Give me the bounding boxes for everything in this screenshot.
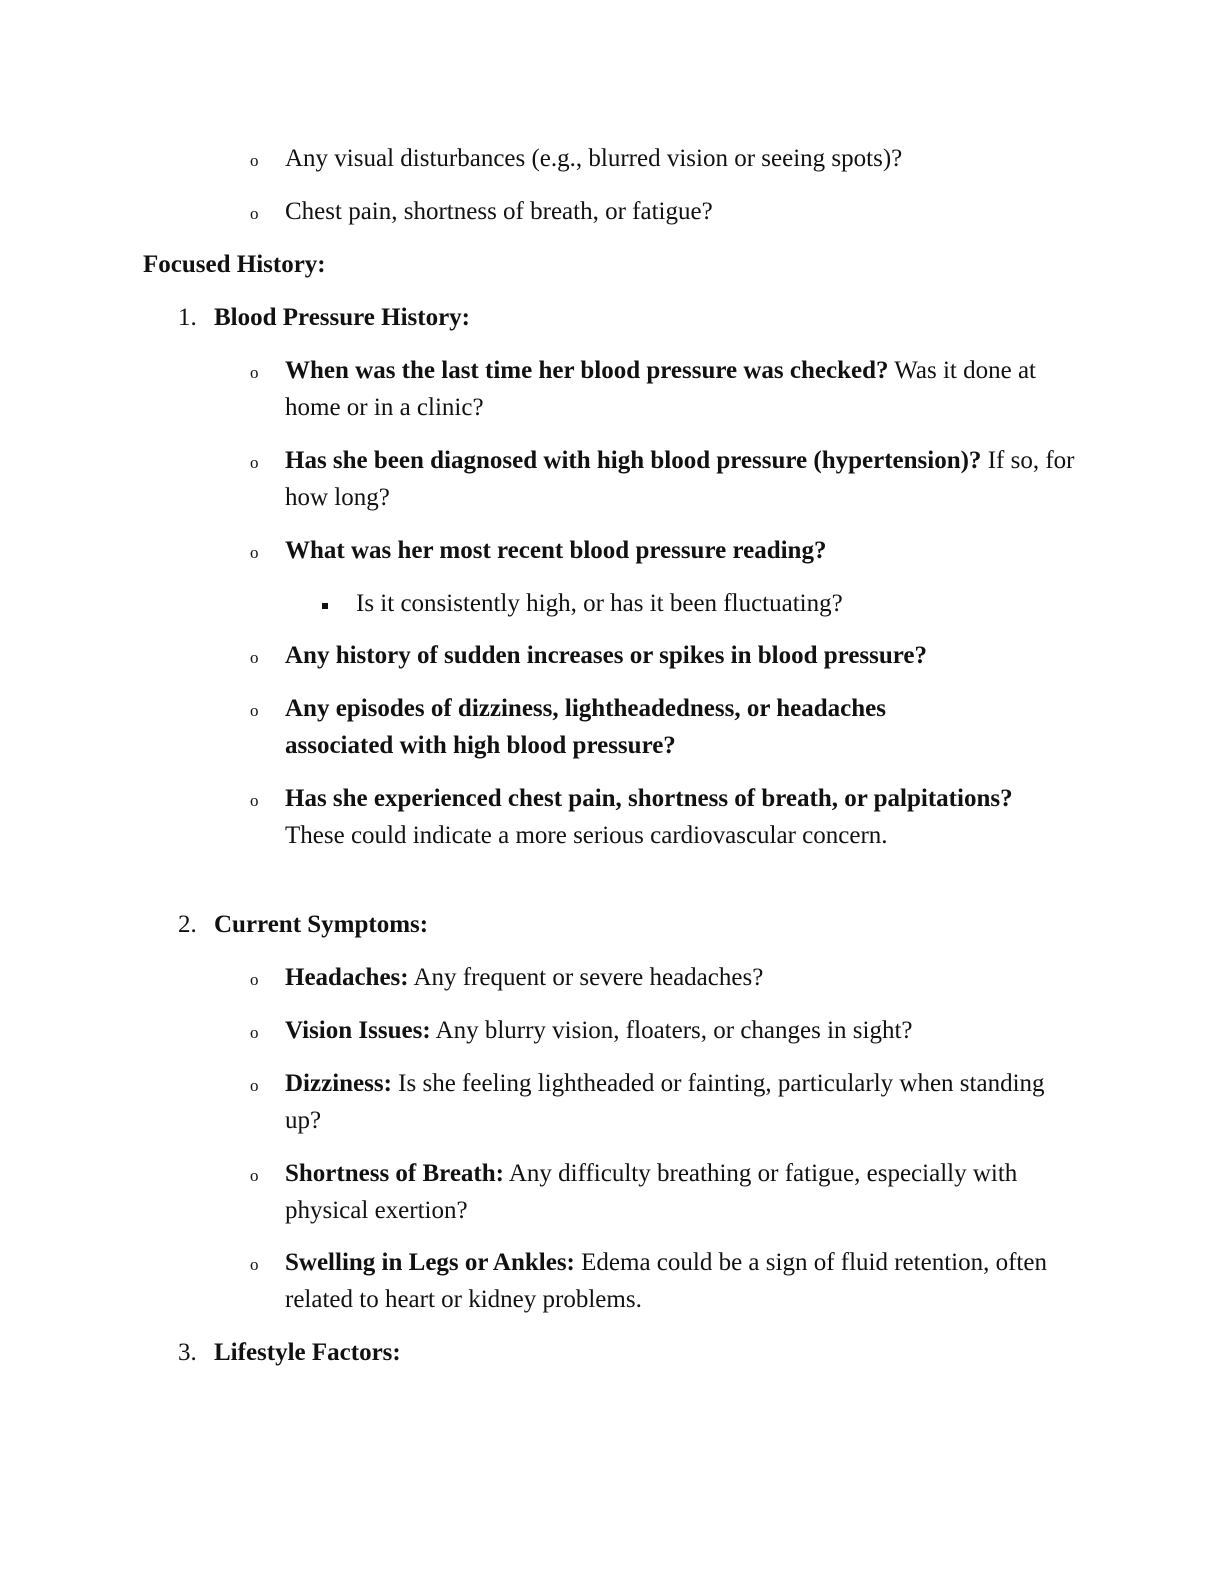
section-title: Lifestyle Factors: <box>214 1339 401 1366</box>
square-bullet-icon <box>322 603 328 609</box>
section-number: 1. <box>178 304 197 331</box>
bullet-marker: o <box>250 1255 259 1274</box>
bullet-marker: o <box>250 1023 259 1042</box>
list-item: Chest pain, shortness of breath, or fatigue? <box>285 198 713 225</box>
list-item: Any history of sudden increases or spikes in blood pressure? <box>285 642 928 669</box>
bullet-marker: o <box>250 970 259 989</box>
section-title: Blood Pressure History: <box>214 304 471 331</box>
list-item: Shortness of Breath: Any difficulty breathing or fatigue, especially with physical exertion? <box>285 1160 1018 1224</box>
list-item: Has she experienced chest pain, shortness of breath, or palpitations? These could indicate a more serious cardiovascular concern. <box>285 785 1013 849</box>
bullet-marker: o <box>250 151 259 170</box>
bullet-marker: o <box>250 1166 259 1185</box>
section-number: 2. <box>178 911 197 938</box>
list-item: When was the last time her blood pressure was checked? Was it done at home or in a clinic? <box>285 357 1036 421</box>
list-item: Dizziness: Is she feeling lightheaded or fainting, particularly when standing up? <box>285 1070 1045 1134</box>
bullet-marker: o <box>250 453 259 472</box>
bullet-marker: o <box>250 648 259 667</box>
sub-list-item: Is it consistently high, or has it been fluctuating? <box>356 590 843 617</box>
list-item: Headaches: Any frequent or severe headaches? <box>285 964 764 991</box>
bullet-marker: o <box>250 204 259 223</box>
list-item: What was her most recent blood pressure reading? <box>285 537 827 564</box>
bullet-marker: o <box>250 791 259 810</box>
section-heading: Focused History: <box>143 251 326 278</box>
list-item: Any visual disturbances (e.g., blurred vision or seeing spots)? <box>285 145 903 172</box>
bullet-marker: o <box>250 701 259 720</box>
list-item: Has she been diagnosed with high blood pressure (hypertension)? If so, for how long? <box>285 447 1075 511</box>
section-title: Current Symptoms: <box>214 911 429 938</box>
list-item: Vision Issues: Any blurry vision, floaters, or changes in sight? <box>285 1017 913 1044</box>
bullet-marker: o <box>250 1076 259 1095</box>
list-item: Swelling in Legs or Ankles: Edema could be a sign of fluid retention, often related to heart or kidney problems. <box>285 1249 1047 1313</box>
section-number: 3. <box>178 1339 197 1366</box>
bullet-marker: o <box>250 543 259 562</box>
list-item: Any episodes of dizziness, lightheadedness, or headaches associated with high blood pressure? <box>285 695 886 759</box>
bullet-marker: o <box>250 363 259 382</box>
